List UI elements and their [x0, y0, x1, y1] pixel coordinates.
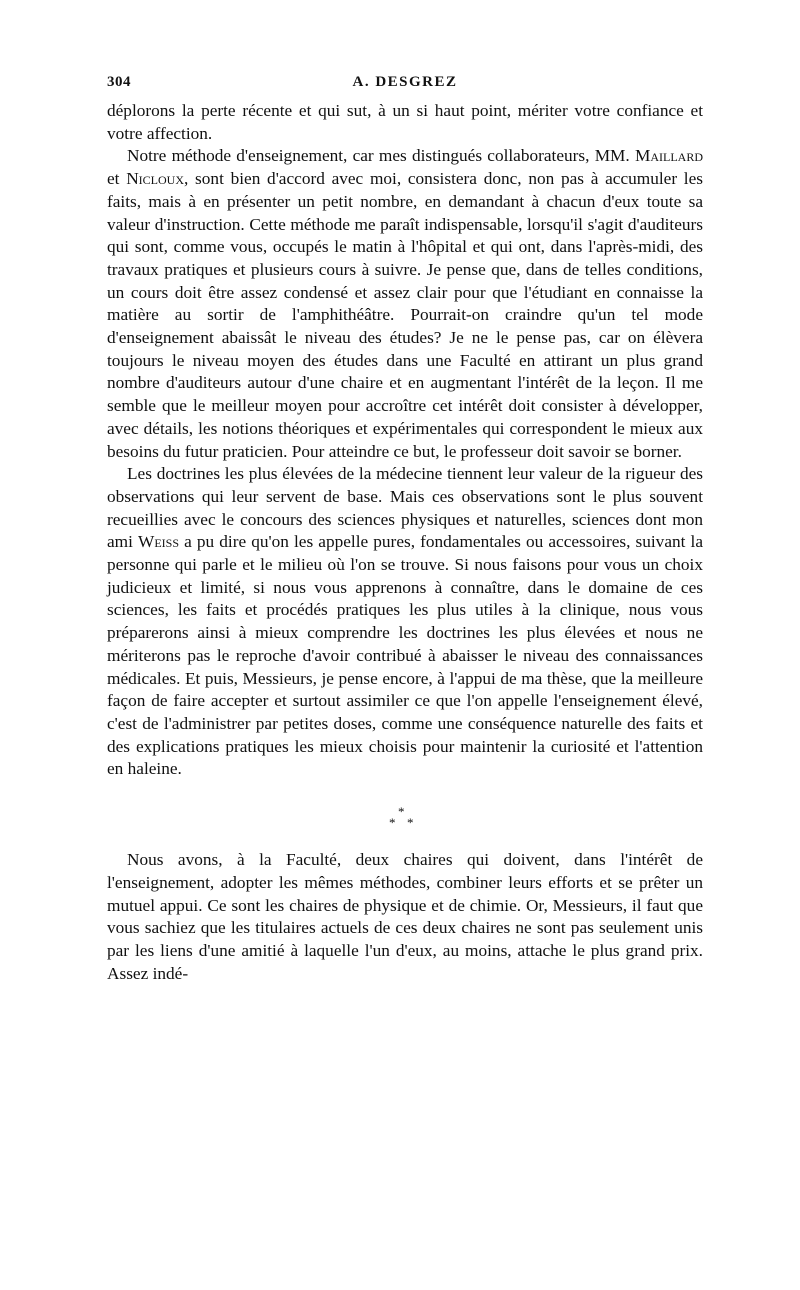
asterism-star-top: * [398, 804, 405, 820]
name-nicloux: Nicloux [126, 169, 185, 189]
name-weiss: Weiss [138, 532, 180, 552]
running-header [107, 74, 703, 100]
name-maillard: Maillard [634, 146, 703, 166]
asterism-star-right: * [407, 815, 414, 831]
running-author: A. DESGREZ [352, 74, 458, 90]
body-text-continued [107, 849, 703, 985]
page [107, 74, 703, 985]
paragraph-3: Les doctrines les plus élevées de la médecine tiennent leur valeur de la rigueur des observations qui leur servent de base. Mais ces observations sont le plus souvent recueillies avec le concours des sciences physiques et naturelles, sciences dont mon ami Weiss a pu dire qu'on les appelle pures, fondamentales ou accessoires, suivant la personne qui parle et le milieu où l'on se trouve. Si nous faisons pour vous un choix judicieux et limité, si nous vous apprenons à connaître, dans le domaine de ces sciences, les faits et procédés pratiques les plus utiles à la clinique, nous vous préparerons ainsi à mieux comprendre les doctrines les plus élevées et nous ne mériterons pas le reproche d'avoir contribué à abaisser le niveau des connaissances médicales. Et puis, Messieurs, je pense encore, à l'appui de ma thèse, que la meilleure façon de faire accepter et surtout assimiler ce que l'on appelle l'enseignement élevé, c'est de l'administrer par petites doses, comme une conséquence naturelle des faits et des explications pratiques les mieux choisis pour maintenir la curiosité et l'attention en haleine. [107, 464, 703, 779]
paragraph-4: Nous avons, à la Faculté, deux chaires qui doivent, dans l'intérêt de l'enseignement, adopter les mêmes méthodes, combiner leurs efforts et se prêter un mutuel appui. Ce sont les chaires de physique et de chimie. Or, Messieurs, il faut que vous sachiez que les titulaires actuels de ces deux chaires ne sont pas seulement unis par les liens d'une amitié à laquelle l'un d'eux, au moins, attache le plus grand prix. Assez indé- [107, 850, 703, 983]
section-asterism [107, 793, 703, 849]
page-number: 304 [107, 74, 131, 90]
asterism-star-left: * [389, 815, 396, 831]
paragraph-2: Notre méthode d'enseignement, car mes distingués collaborateurs, MM. Maillard et Nicloux, sont bien d'accord avec moi, consistera donc, non pas à accumuler les faits, mais à en présenter un petit nombre, en demandant à chacun d'eux toute sa valeur d'instruction. Cette méthode me paraît indispensable, lorsqu'il s'agit d'auditeurs qui sont, comme vous, occupés le matin à l'hôpital et qui ont, dans l'après-midi, des travaux pratiques et plusieurs cours à suivre. Je pense que, dans de telles conditions, un cours doit être assez condensé et assez clair pour que l'étudiant en connaisse la matière au sortir de l'amphithéâtre. Pourrait-on craindre qu'un tel mode d'enseignement abaissât le niveau des études? Je ne le pense pas, car on élèvera toujours le niveau moyen des études dans une Faculté en attirant un plus grand nombre d'auditeurs autour d'une chaire et en augmentant l'intérêt de la leçon. Il me semble que le meilleur moyen pour accroître cet intérêt doit consister à développer, avec détails, les notions théoriques et expérimentales qui correspondent le mieux aux besoins du futur praticien. Pour atteindre ce but, le professeur doit savoir se borner. [107, 146, 703, 461]
paragraph-1: déplorons la perte récente et qui sut, à un si haut point, mériter votre confiance et votre affection. [107, 101, 703, 143]
body-text [107, 100, 703, 781]
